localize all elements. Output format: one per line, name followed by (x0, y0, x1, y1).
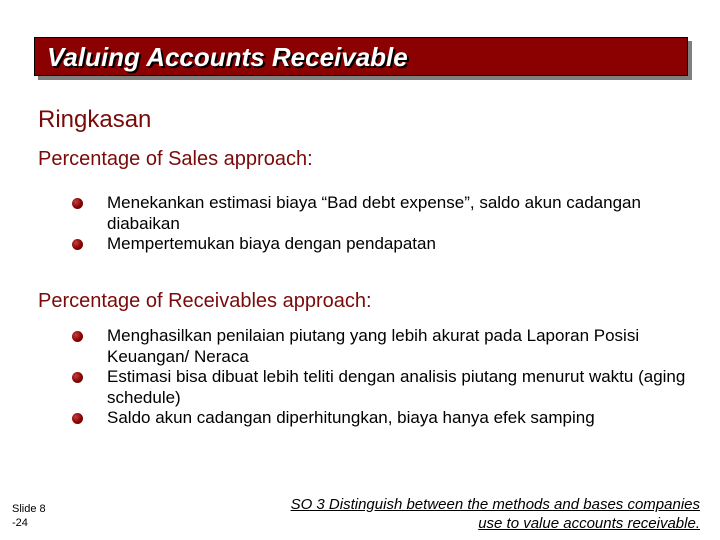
section-title-emphasis: Percentage of Sales (38, 148, 219, 170)
receivables-bullet-list (72, 326, 692, 429)
section-heading: Ringkasan (38, 106, 152, 133)
section-title-rest: approach: (277, 290, 372, 312)
bullet-text: Menghasilkan penilaian piutang yang lebih akurat pada Laporan Posisi Keuangan/ Neraca (107, 326, 640, 366)
list-item (72, 408, 692, 429)
list-item (72, 193, 652, 234)
study-objective-note: SO 3 Distinguish between the methods and bases companies use to value accounts receivable. (290, 496, 700, 532)
list-item (72, 326, 692, 367)
bullet-text: Mempertemukan biaya dengan pendapatan (107, 234, 436, 253)
slide-number: Slide 8 -24 (12, 503, 46, 529)
list-item (72, 234, 652, 255)
bullet-icon (72, 198, 83, 209)
section-title-receivables (38, 290, 372, 313)
bullet-icon (72, 239, 83, 250)
list-item (72, 367, 692, 408)
bullet-text: Menekankan estimasi biaya “Bad debt expense”, saldo akun cadangan diabaikan (107, 193, 641, 233)
bullet-icon (72, 413, 83, 424)
bullet-icon (72, 372, 83, 383)
bullet-icon (72, 331, 83, 342)
title-bar (34, 37, 688, 76)
section-title-sales (38, 148, 313, 171)
section-title-rest: approach: (218, 148, 313, 170)
bullet-text: Saldo akun cadangan diperhitungkan, biaya hanya efek samping (107, 408, 595, 427)
sales-bullet-list (72, 193, 652, 255)
slide-title: Valuing Accounts Receivable (47, 42, 408, 72)
section-title-emphasis: Percentage of Receivables (38, 290, 278, 312)
bullet-text: Estimasi bisa dibuat lebih teliti dengan analisis piutang menurut waktu (aging schedule) (107, 367, 686, 407)
